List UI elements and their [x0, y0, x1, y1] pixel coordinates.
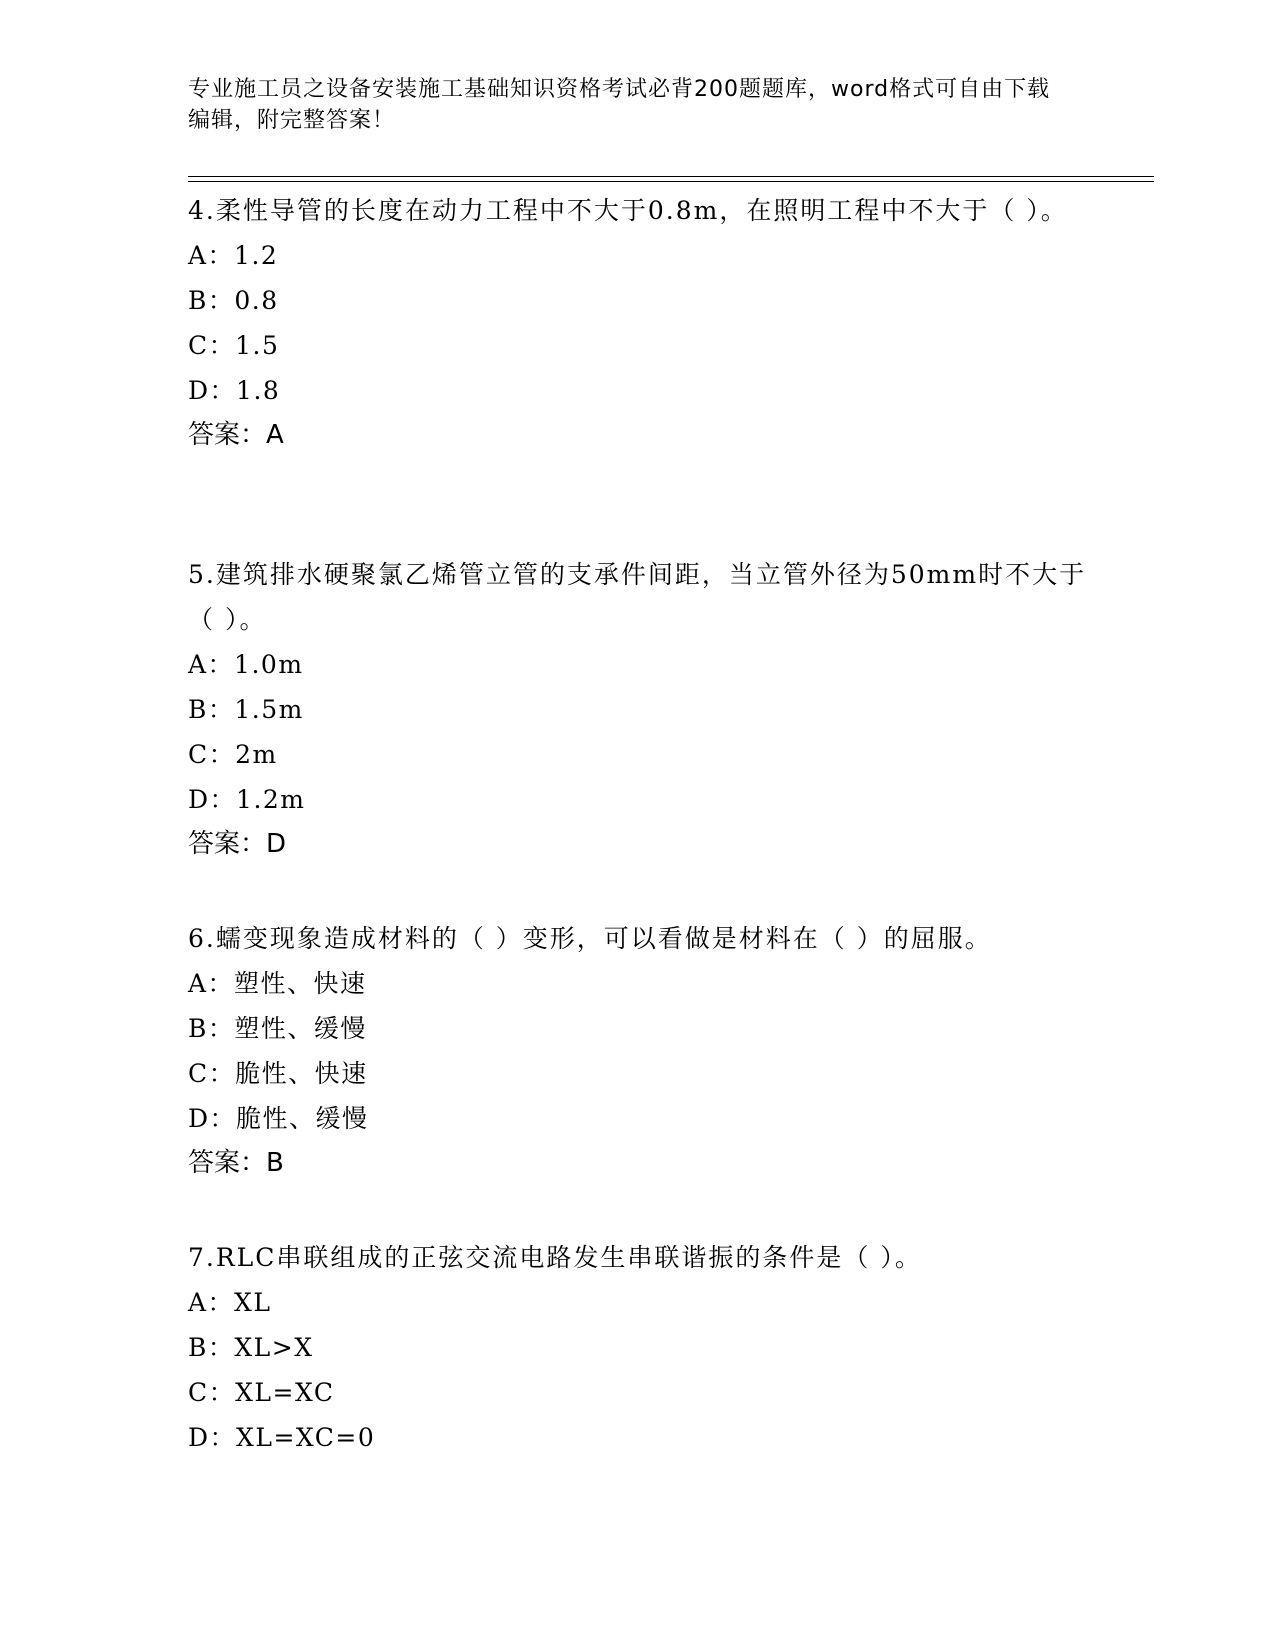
- option-c: C：XL=XC: [188, 1378, 335, 1407]
- option-b: B：XL>X: [188, 1333, 314, 1362]
- header-divider-bottom: [188, 181, 1154, 182]
- question-6: [188, 916, 1088, 1186]
- option-a: A：XL: [188, 1288, 272, 1317]
- option-c: C：脆性、快速: [188, 1059, 368, 1088]
- question-7: [188, 1235, 1088, 1460]
- option-d: D：脆性、缓慢: [188, 1104, 369, 1133]
- option-d: D：XL=XC=0: [188, 1423, 376, 1452]
- option-d: D：1.2m: [188, 785, 306, 814]
- answer: 答案：D: [188, 829, 287, 859]
- question-stem: 5.建筑排水硬聚氯乙烯管立管的支承件间距，当立管外径为50mm时不大于（ ）。: [188, 560, 1087, 634]
- option-b: B：0.8: [188, 286, 279, 315]
- header-divider-top: [188, 176, 1154, 177]
- document-header: 专业施工员之设备安装施工基础知识资格考试必背200题题库，word格式可自由下载编辑，附完整答案！: [188, 77, 1051, 133]
- answer: 答案：A: [188, 420, 284, 450]
- question-stem: 6.蠕变现象造成材料的（ ）变形，可以看做是材料在（ ）的屈服。: [188, 924, 992, 953]
- question-stem: 7.RLC串联组成的正弦交流电路发生串联谐振的条件是（ ）。: [188, 1243, 922, 1272]
- option-c: C：2m: [188, 740, 278, 769]
- question-stem: 4.柔性导管的长度在动力工程中不大于0.8m，在照明工程中不大于（ ）。: [188, 196, 1068, 225]
- option-a: A：1.0m: [188, 650, 304, 679]
- option-c: C：1.5: [188, 331, 280, 360]
- question-4: [188, 188, 1088, 458]
- option-b: B：塑性、缓慢: [188, 1014, 367, 1043]
- option-d: D：1.8: [188, 376, 281, 405]
- answer: 答案：B: [188, 1148, 284, 1178]
- option-b: B：1.5m: [188, 695, 304, 724]
- option-a: A：塑性、快速: [188, 969, 367, 998]
- option-a: A：1.2: [188, 241, 279, 270]
- question-5: [188, 552, 1088, 867]
